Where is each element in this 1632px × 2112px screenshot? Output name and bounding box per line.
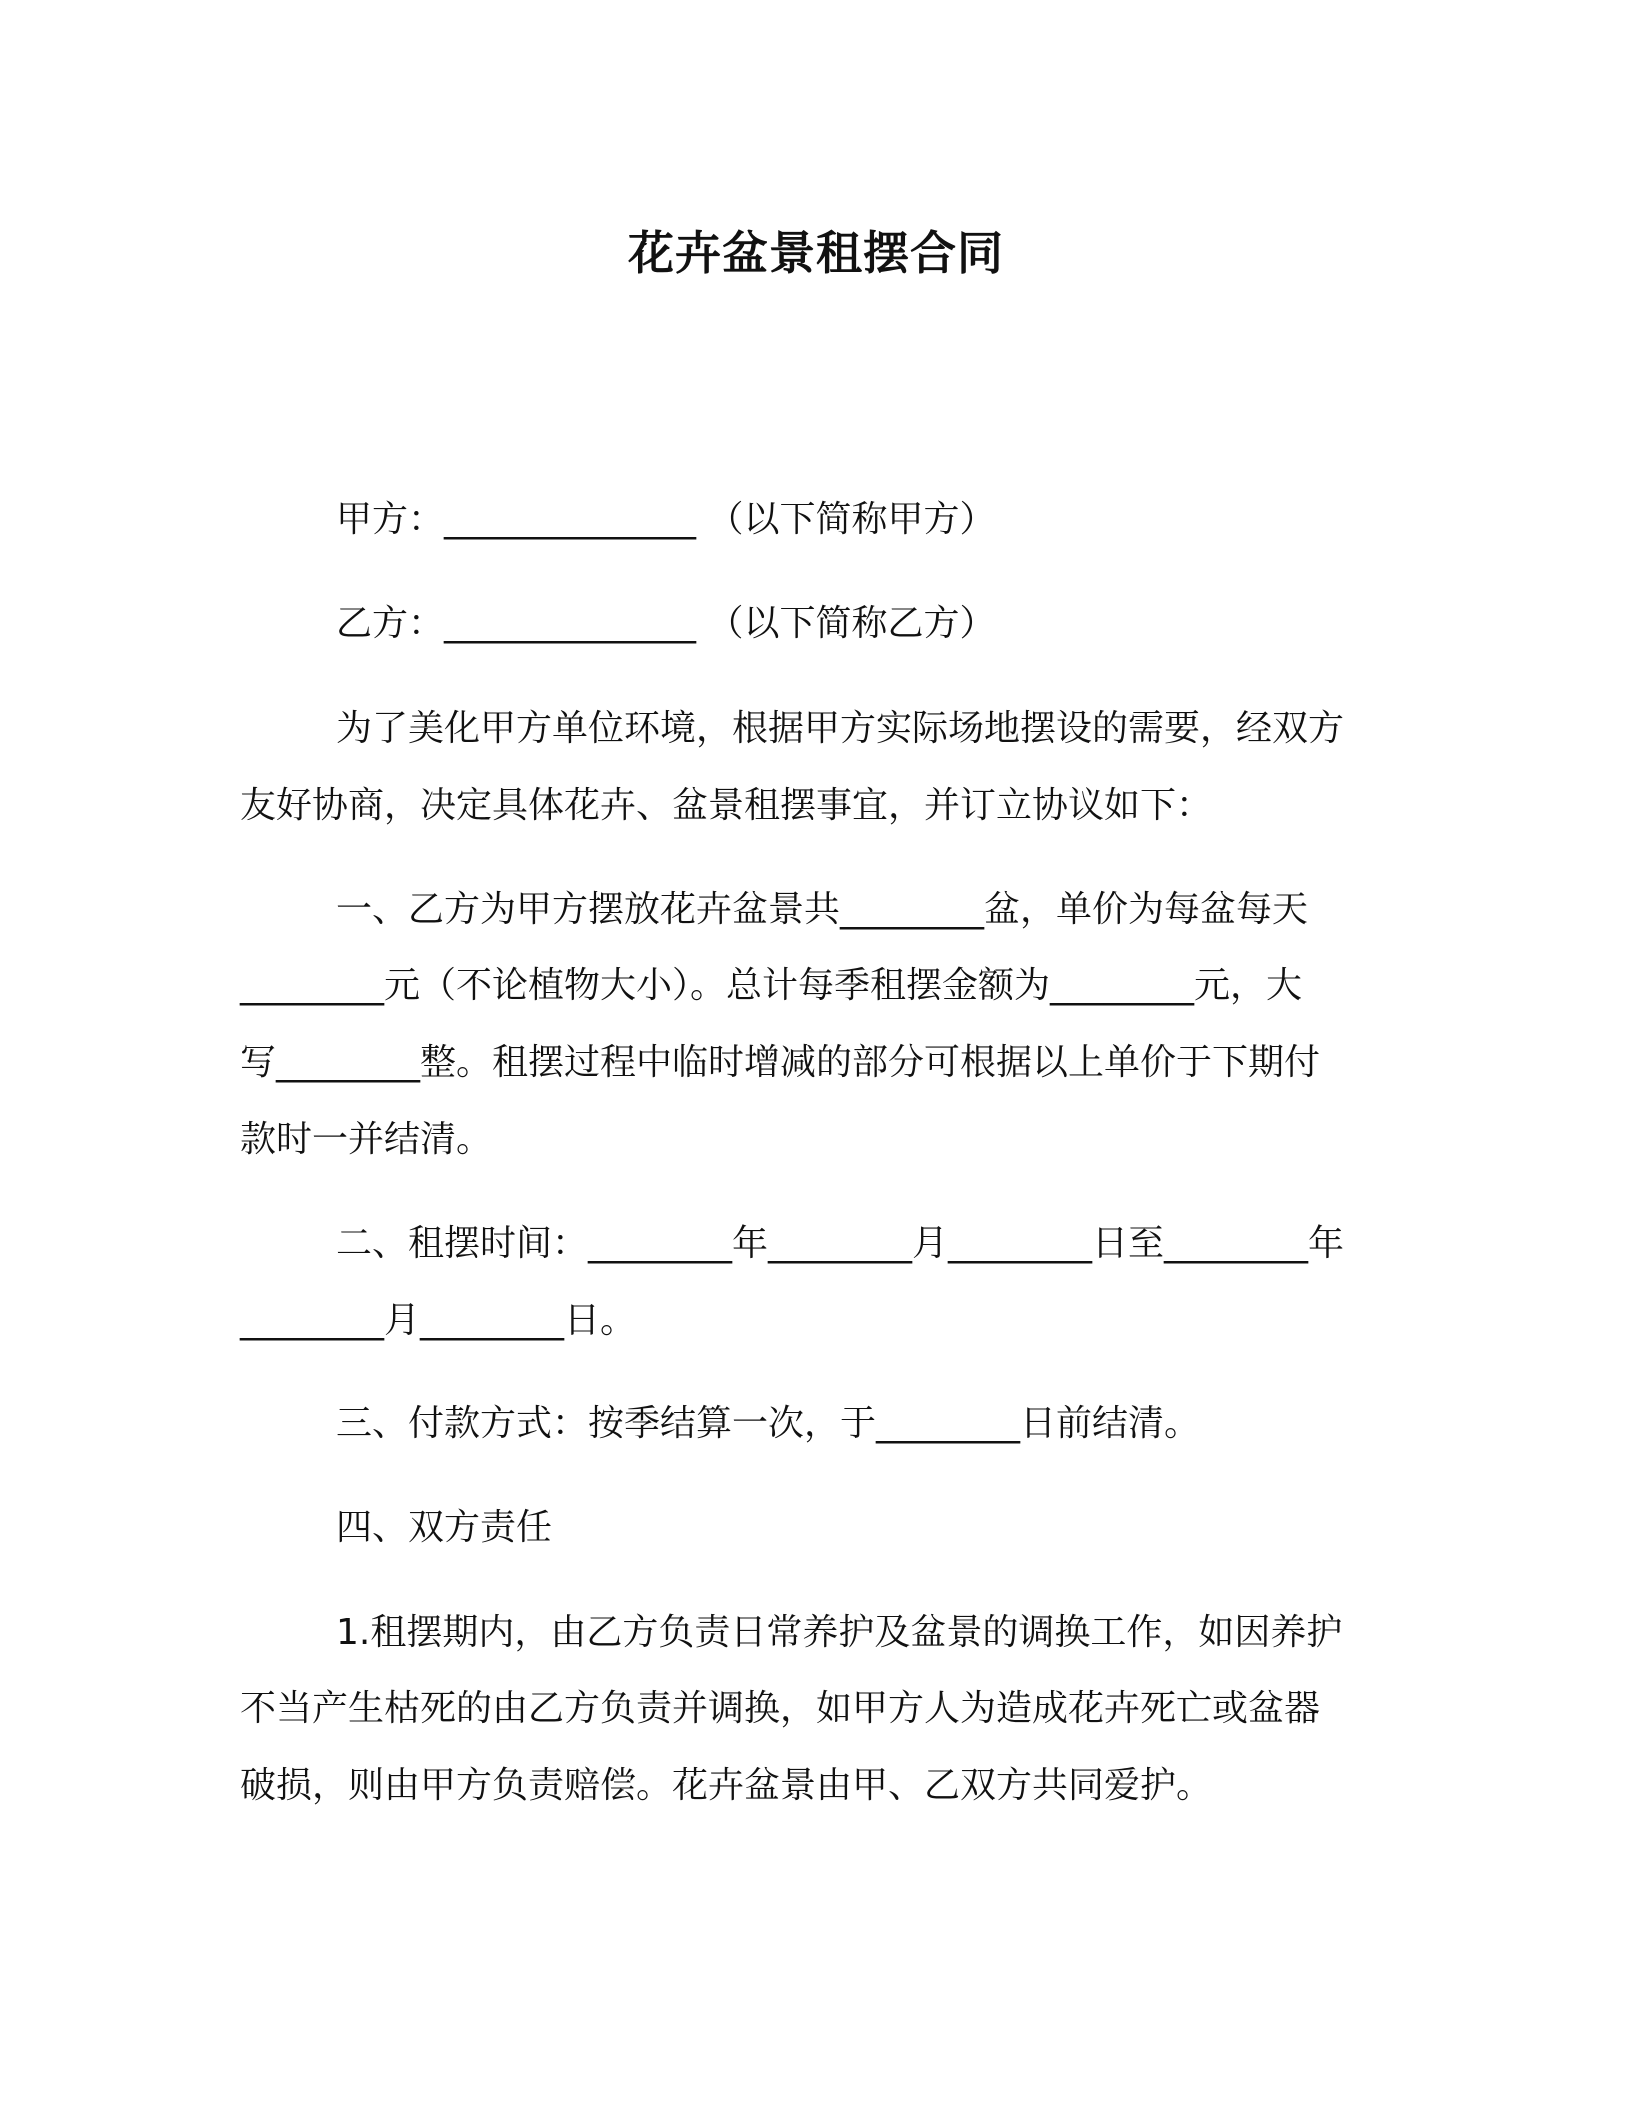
- clause-4-1-line-3: 破损，则由甲方负责赔偿。花卉盆景由甲、乙双方共同爱护。: [240, 1765, 1213, 1806]
- clause-2-line-1: 二、租摆时间：________年________月________日至________年: [336, 1223, 1345, 1264]
- clause-1-line-4: 款时一并结清。: [240, 1119, 493, 1160]
- clause-4-heading: 四、双方责任: [336, 1507, 553, 1548]
- preamble-line-2: 友好协商，决定具体花卉、盆景租摆事宜，并订立协议如下：: [240, 785, 1213, 826]
- clause-1-line-2: ________元（不论植物大小）。总计每季租摆金额为________元，大: [240, 965, 1303, 1006]
- document-title: 花卉盆景租摆合同: [628, 226, 1004, 280]
- party-a-line: 甲方：______________ （以下简称甲方）: [336, 499, 996, 540]
- preamble-line-1: 为了美化甲方单位环境，根据甲方实际场地摆设的需要，经双方: [336, 708, 1345, 749]
- clause-4-1-line-1: 1.租摆期内，由乙方负责日常养护及盆景的调换工作，如因养护: [336, 1612, 1343, 1653]
- clause-2-line-2: ________月________日。: [240, 1300, 637, 1341]
- party-b-line: 乙方：______________ （以下简称乙方）: [336, 603, 996, 644]
- clause-1-line-1: 一、乙方为甲方摆放花卉盆景共________盆，单价为每盆每天: [336, 889, 1309, 930]
- clause-4-1-line-2: 不当产生枯死的由乙方负责并调换，如甲方人为造成花卉死亡或盆器: [240, 1688, 1321, 1729]
- clause-3-line: 三、付款方式：按季结算一次，于________日前结清。: [336, 1403, 1201, 1444]
- clause-1-line-3: 写________整。租摆过程中临时增减的部分可根据以上单价于下期付: [240, 1042, 1321, 1083]
